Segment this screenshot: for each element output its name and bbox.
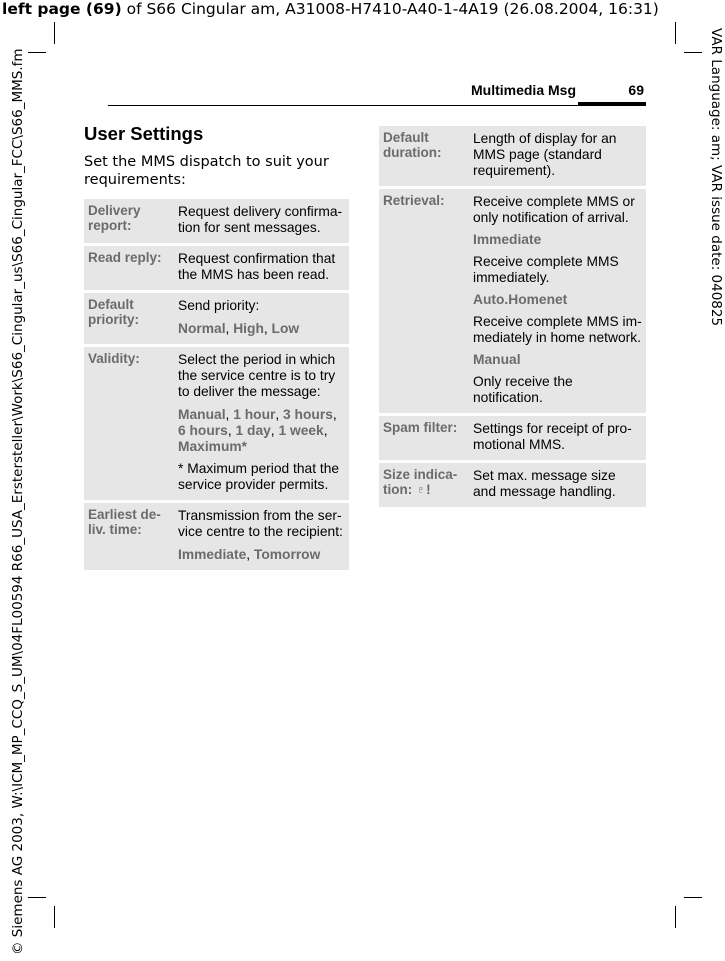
option-immediate-text: Receive complete MMS immediately.	[473, 254, 619, 285]
option-normal: Normal	[178, 321, 226, 336]
setting-row-delivery-report	[84, 199, 349, 243]
term-text: Size indica-tion:	[383, 467, 458, 497]
description-text: Request confirmation that the MMS has been read.	[178, 251, 336, 282]
document-meta-line	[2, 0, 682, 19]
setting-description	[469, 189, 646, 413]
option-6-hours: 6 hours	[178, 423, 228, 438]
setting-row-default-duration	[379, 126, 646, 186]
section-intro: Set the MMS dispatch to suit your requirements:	[84, 154, 329, 188]
option-3-hours: 3 hours	[283, 407, 333, 422]
header-rule	[108, 105, 646, 106]
option-high: High	[233, 321, 264, 336]
right-margin-language	[705, 0, 725, 961]
meta-left-page: left page (69)	[2, 0, 122, 18]
option-list	[178, 547, 345, 563]
section-title: User Settings	[84, 123, 204, 144]
crop-mark	[684, 897, 702, 898]
setting-row-validity	[84, 347, 349, 500]
option-auto-homenet-heading: Auto.Homenet	[473, 292, 568, 307]
setting-term: Default priority:	[88, 297, 140, 327]
option-separator: ,	[275, 407, 284, 422]
crop-mark	[675, 22, 676, 44]
crop-mark	[28, 52, 46, 53]
setting-term: Validity:	[88, 351, 140, 366]
setting-description	[174, 246, 349, 290]
option-low: Low	[271, 321, 300, 336]
setting-row-spam-filter	[379, 416, 646, 460]
option-manual-heading: Manual	[473, 352, 521, 367]
settings-table-right	[379, 126, 646, 510]
left-margin-path	[0, 0, 26, 961]
option-separator: ,	[332, 407, 337, 422]
setting-term: Retrieval:	[383, 193, 445, 208]
option-separator: ,	[263, 321, 272, 336]
setting-term: Read reply:	[88, 250, 162, 265]
description-text: Request delivery confirma-tion for sent messages.	[178, 204, 343, 235]
option-separator: ,	[227, 423, 236, 438]
option-maximum: Maximum*	[178, 439, 248, 454]
setting-term: Earliest de-liv. time:	[88, 507, 161, 537]
crop-mark	[54, 906, 55, 928]
description-text: Receive complete MMS or only notification of arrival.	[473, 194, 635, 225]
description-text: Settings for receipt of pro-motional MMS.	[473, 421, 632, 452]
setting-term: Default duration:	[383, 130, 442, 160]
page-number: 69	[628, 82, 644, 98]
footnote-text: * Maximum period that the service provider permits.	[178, 461, 340, 492]
option-separator: ,	[246, 547, 254, 562]
language-issue-text: VAR Language: am; VAR issue date: 040825	[708, 28, 724, 327]
option-list	[178, 407, 345, 455]
option-immediate-heading: Immediate	[473, 232, 542, 247]
setting-description	[174, 199, 349, 243]
setting-row-size-indication	[379, 463, 646, 507]
crop-mark	[675, 906, 676, 928]
setting-term: Spam filter:	[383, 420, 458, 435]
description-text: Transmission from the ser-vice centre to the recipient:	[178, 508, 343, 539]
setting-term: Delivery report:	[88, 203, 141, 233]
setting-row-earliest-delivery	[84, 503, 349, 570]
option-manual: Manual	[178, 407, 226, 422]
setting-description	[469, 416, 646, 460]
crop-mark	[28, 897, 46, 898]
setting-description	[174, 503, 349, 570]
crop-mark	[54, 22, 55, 44]
description-text: Send priority:	[178, 298, 260, 313]
option-separator: ,	[270, 423, 279, 438]
option-separator: ,	[323, 423, 328, 438]
option-tomorrow: Tomorrow	[253, 547, 321, 562]
option-separator: ,	[225, 407, 234, 422]
setting-term	[379, 463, 469, 507]
setting-row-retrieval	[379, 189, 646, 413]
option-auto-homenet-text: Receive complete MMS im-mediately in home network.	[473, 314, 642, 345]
running-head	[84, 80, 646, 108]
description-text: Select the period in which the service centre is to try to deliver the message:	[178, 352, 336, 399]
setting-description	[174, 347, 349, 500]
description-text: Length of display for an MMS page (standard requirement).	[473, 131, 617, 178]
file-path-text: © Siemens AG 2003, W:\ICM_MP_CCQ_S_UM\04FL00594 R66_USA_Erstersteller\Work\S66_Cingular_us\S66_Cingular_FCC\S66_MMS.fm	[10, 48, 26, 955]
header-tab-bar	[578, 102, 646, 106]
description-text: Set max. message size and message handling.	[473, 468, 616, 499]
setting-description	[469, 463, 646, 507]
option-separator: ,	[225, 321, 234, 336]
envelope-warning-icon: ♇!	[416, 482, 431, 497]
crop-mark	[684, 52, 702, 53]
option-immediate: Immediate	[178, 547, 247, 562]
option-list	[178, 321, 345, 337]
setting-description	[174, 293, 349, 344]
option-manual-text: Only receive the notification.	[473, 374, 573, 405]
chapter-title: Multimedia Msg	[470, 82, 576, 98]
setting-row-default-priority	[84, 293, 349, 344]
option-1-day: 1 day	[235, 423, 271, 438]
settings-table-left	[84, 199, 349, 573]
meta-details: of S66 Cingular am, A31008-H7410-A40-1-4A19 (26.08.2004, 16:31)	[121, 0, 659, 18]
option-1-week: 1 week	[278, 423, 324, 438]
setting-row-read-reply	[84, 246, 349, 290]
setting-description	[469, 126, 646, 186]
option-1-hour: 1 hour	[233, 407, 276, 422]
